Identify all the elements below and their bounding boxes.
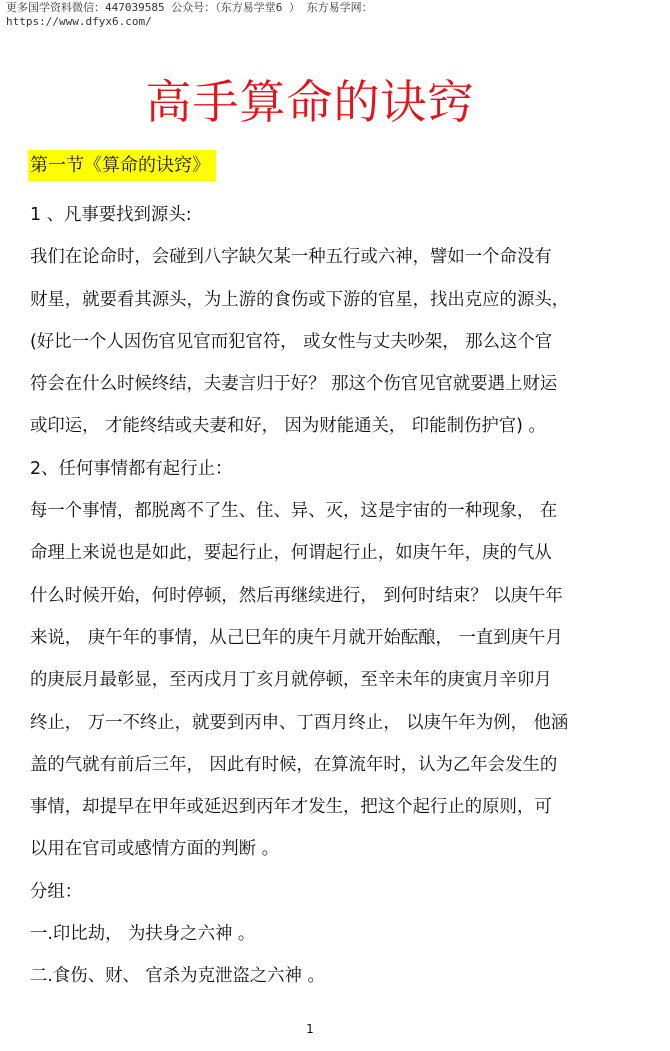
text-line: 或印运， 才能终结或夫妻和好， 因为财能通关， 印能制伤护官) 。 xyxy=(30,416,546,437)
text-line: 财星，就要看其源头，为上游的食伤或下游的官星，找出克应的源头， xyxy=(30,289,570,310)
text-line: (好比一个人因伤官见官而犯官符， 或女性与丈夫吵架， 那么这个官 xyxy=(30,331,553,352)
text-line: 1 、凡事要找到源头: xyxy=(30,205,192,225)
body-text xyxy=(30,194,630,998)
section-heading: 第一节《算命的诀窍》 xyxy=(28,150,216,181)
text-line: 符会在什么时候终结，夫妻言归于好？ 那这个伤官见官就要遇上财运 xyxy=(30,374,558,395)
text-line: 分组： xyxy=(30,881,83,902)
text-line: 我们在论命时，会碰到八字缺欠某一种五行或六神，譬如一个命没有 xyxy=(30,247,552,268)
text-line: 的庚辰月最彰显，至丙戌月丁亥月就停顿，至辛未年的庚寅月辛卯月 xyxy=(30,670,552,691)
text-line: 来说， 庚午年的事情，从己巳年的庚午月就开始酝酿， 一直到庚午月 xyxy=(30,627,563,648)
header-watermark-url: https://www.dfyx6.com/ xyxy=(6,15,152,28)
text-line: 一.印比劫， 为扶身之六神 。 xyxy=(30,924,256,945)
text-line: 以用在官司或感情方面的判断 。 xyxy=(30,839,279,860)
text-line: 二.食伤、财、 官杀为克泄盗之六神 。 xyxy=(30,966,325,987)
text-line: 事情，却提早在甲年或延迟到丙年才发生，把这个起行止的原则，可 xyxy=(30,797,552,818)
text-line: 盖的气就有前后三年， 因此有时候，在算流年时，认为乙年会发生的 xyxy=(30,754,558,775)
header-watermark-line1: 更多国学资料微信：447039585 公众号：（东方易学堂6 ） 东方易学网： xyxy=(6,1,373,14)
page-number: 1 xyxy=(306,1022,314,1036)
text-line: 终止， 万一不终止，就要到丙申、丁酉月终止， 以庚午年为例， 他涵 xyxy=(30,712,569,733)
text-line: 什么时候开始，何时停顿，然后再继续进行， 到何时结束？ 以庚午年 xyxy=(30,585,563,606)
document-title: 高手算命的诀窍 xyxy=(145,75,475,129)
text-line: 每一个事情，都脱离不了生、住、异、灭，这是宇宙的一种现象， 在 xyxy=(30,501,558,522)
text-line: 2、任何事情都有起行止： xyxy=(30,458,233,479)
text-line: 命理上来说也是如此，要起行止，何谓起行止，如庚午年，庚的气从 xyxy=(30,543,552,564)
